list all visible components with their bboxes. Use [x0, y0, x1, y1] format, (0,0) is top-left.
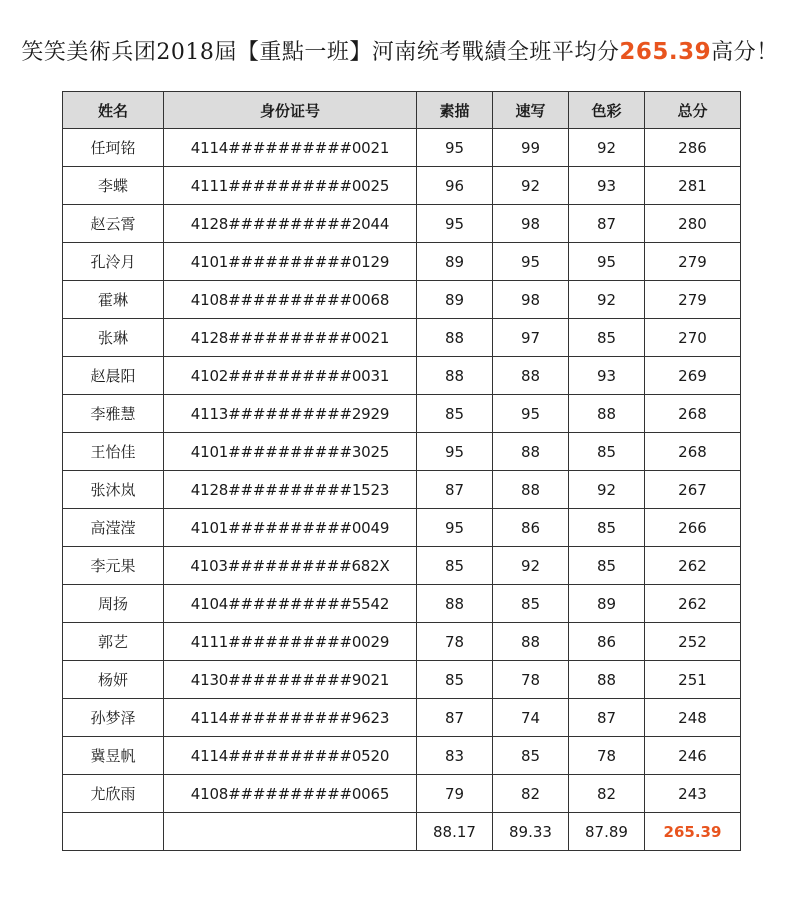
- name-cell: 郭艺: [63, 623, 164, 661]
- average-color-cell: 87.89: [569, 813, 645, 851]
- color-cell: 85: [569, 547, 645, 585]
- name-cell: 任珂铭: [63, 129, 164, 167]
- name-cell: 冀昱帆: [63, 737, 164, 775]
- quick-sketch-cell: 92: [493, 167, 569, 205]
- id-cell: 4104##########5542: [164, 585, 417, 623]
- id-cell: 4102##########0031: [164, 357, 417, 395]
- id-cell: 4114##########0021: [164, 129, 417, 167]
- sketch-cell: 96: [417, 167, 493, 205]
- table-row: [63, 167, 741, 205]
- average-name-cell: [63, 813, 164, 851]
- quick-sketch-cell: 85: [493, 585, 569, 623]
- table-row: [63, 395, 741, 433]
- column-header-name: 姓名: [63, 92, 164, 129]
- quick-sketch-cell: 92: [493, 547, 569, 585]
- sketch-cell: 89: [417, 281, 493, 319]
- average-row: [63, 813, 741, 851]
- average-total-cell: 265.39: [645, 813, 741, 851]
- color-cell: 85: [569, 509, 645, 547]
- color-cell: 85: [569, 319, 645, 357]
- color-cell: 87: [569, 205, 645, 243]
- total-cell: 251: [645, 661, 741, 699]
- name-cell: 李雅慧: [63, 395, 164, 433]
- color-cell: 92: [569, 471, 645, 509]
- table-row: [63, 585, 741, 623]
- column-header-total: 总分: [645, 92, 741, 129]
- color-cell: 86: [569, 623, 645, 661]
- column-header-color: 色彩: [569, 92, 645, 129]
- color-cell: 88: [569, 395, 645, 433]
- table-row: [63, 433, 741, 471]
- total-cell: 281: [645, 167, 741, 205]
- quick-sketch-cell: 78: [493, 661, 569, 699]
- page-title: [0, 34, 800, 71]
- name-cell: 杨妍: [63, 661, 164, 699]
- quick-sketch-cell: 85: [493, 737, 569, 775]
- table-row: [63, 699, 741, 737]
- color-cell: 95: [569, 243, 645, 281]
- sketch-cell: 85: [417, 661, 493, 699]
- sketch-cell: 95: [417, 129, 493, 167]
- title-prefix: 笑笑美術兵团2018屆【重點一班】河南统考戰績全班平均分: [21, 40, 620, 65]
- id-cell: 4101##########0049: [164, 509, 417, 547]
- sketch-cell: 78: [417, 623, 493, 661]
- id-cell: 4108##########0065: [164, 775, 417, 813]
- quick-sketch-cell: 88: [493, 471, 569, 509]
- average-id-cell: [164, 813, 417, 851]
- name-cell: 孔泠月: [63, 243, 164, 281]
- color-cell: 92: [569, 129, 645, 167]
- quick-sketch-cell: 74: [493, 699, 569, 737]
- id-cell: 4111##########0029: [164, 623, 417, 661]
- name-cell: 李元果: [63, 547, 164, 585]
- table-row: [63, 737, 741, 775]
- table-row: [63, 775, 741, 813]
- total-cell: 286: [645, 129, 741, 167]
- name-cell: 周扬: [63, 585, 164, 623]
- total-cell: 262: [645, 585, 741, 623]
- total-cell: 252: [645, 623, 741, 661]
- total-cell: 248: [645, 699, 741, 737]
- table-row: [63, 661, 741, 699]
- id-cell: 4130##########9021: [164, 661, 417, 699]
- color-cell: 93: [569, 357, 645, 395]
- quick-sketch-cell: 88: [493, 357, 569, 395]
- color-cell: 82: [569, 775, 645, 813]
- column-header-id: 身份证号: [164, 92, 417, 129]
- quick-sketch-cell: 99: [493, 129, 569, 167]
- title-average: 265.39: [619, 39, 712, 65]
- quick-sketch-cell: 98: [493, 281, 569, 319]
- total-cell: 279: [645, 281, 741, 319]
- sketch-cell: 85: [417, 547, 493, 585]
- total-cell: 280: [645, 205, 741, 243]
- title-suffix: 高分！: [711, 40, 779, 65]
- total-cell: 267: [645, 471, 741, 509]
- column-header-quick-sketch: 速写: [493, 92, 569, 129]
- name-cell: 王怡佳: [63, 433, 164, 471]
- id-cell: 4128##########0021: [164, 319, 417, 357]
- total-cell: 268: [645, 395, 741, 433]
- table-row: [63, 623, 741, 661]
- total-cell: 279: [645, 243, 741, 281]
- quick-sketch-cell: 88: [493, 433, 569, 471]
- score-table: [62, 91, 741, 851]
- column-header-sketch: 素描: [417, 92, 493, 129]
- quick-sketch-cell: 82: [493, 775, 569, 813]
- sketch-cell: 88: [417, 585, 493, 623]
- total-cell: 270: [645, 319, 741, 357]
- sketch-cell: 89: [417, 243, 493, 281]
- average-quick-sketch-cell: 89.33: [493, 813, 569, 851]
- sketch-cell: 83: [417, 737, 493, 775]
- id-cell: 4111##########0025: [164, 167, 417, 205]
- name-cell: 赵云霄: [63, 205, 164, 243]
- sketch-cell: 88: [417, 357, 493, 395]
- name-cell: 高滢滢: [63, 509, 164, 547]
- quick-sketch-cell: 95: [493, 243, 569, 281]
- color-cell: 89: [569, 585, 645, 623]
- id-cell: 4103##########682X: [164, 547, 417, 585]
- color-cell: 93: [569, 167, 645, 205]
- name-cell: 张琳: [63, 319, 164, 357]
- table-row: [63, 205, 741, 243]
- id-cell: 4101##########0129: [164, 243, 417, 281]
- total-cell: 269: [645, 357, 741, 395]
- table-row: [63, 357, 741, 395]
- sketch-cell: 95: [417, 509, 493, 547]
- name-cell: 孙梦泽: [63, 699, 164, 737]
- total-cell: 243: [645, 775, 741, 813]
- quick-sketch-cell: 88: [493, 623, 569, 661]
- total-cell: 268: [645, 433, 741, 471]
- table-row: [63, 243, 741, 281]
- table-row: [63, 281, 741, 319]
- name-cell: 李蝶: [63, 167, 164, 205]
- sketch-cell: 95: [417, 205, 493, 243]
- quick-sketch-cell: 98: [493, 205, 569, 243]
- color-cell: 88: [569, 661, 645, 699]
- id-cell: 4113##########2929: [164, 395, 417, 433]
- id-cell: 4108##########0068: [164, 281, 417, 319]
- quick-sketch-cell: 86: [493, 509, 569, 547]
- sketch-cell: 85: [417, 395, 493, 433]
- table-row: [63, 129, 741, 167]
- sketch-cell: 87: [417, 699, 493, 737]
- total-cell: 266: [645, 509, 741, 547]
- quick-sketch-cell: 97: [493, 319, 569, 357]
- id-cell: 4128##########2044: [164, 205, 417, 243]
- table-row: [63, 547, 741, 585]
- name-cell: 霍琳: [63, 281, 164, 319]
- name-cell: 赵晨阳: [63, 357, 164, 395]
- color-cell: 78: [569, 737, 645, 775]
- table-header-row: [63, 92, 741, 129]
- id-cell: 4114##########9623: [164, 699, 417, 737]
- color-cell: 92: [569, 281, 645, 319]
- table-row: [63, 509, 741, 547]
- id-cell: 4114##########0520: [164, 737, 417, 775]
- color-cell: 85: [569, 433, 645, 471]
- total-cell: 246: [645, 737, 741, 775]
- table-row: [63, 471, 741, 509]
- table-row: [63, 319, 741, 357]
- name-cell: 尤欣雨: [63, 775, 164, 813]
- sketch-cell: 87: [417, 471, 493, 509]
- table-body: [63, 129, 741, 813]
- sketch-cell: 79: [417, 775, 493, 813]
- id-cell: 4101##########3025: [164, 433, 417, 471]
- total-cell: 262: [645, 547, 741, 585]
- color-cell: 87: [569, 699, 645, 737]
- name-cell: 张沐岚: [63, 471, 164, 509]
- id-cell: 4128##########1523: [164, 471, 417, 509]
- average-sketch-cell: 88.17: [417, 813, 493, 851]
- sketch-cell: 95: [417, 433, 493, 471]
- quick-sketch-cell: 95: [493, 395, 569, 433]
- sketch-cell: 88: [417, 319, 493, 357]
